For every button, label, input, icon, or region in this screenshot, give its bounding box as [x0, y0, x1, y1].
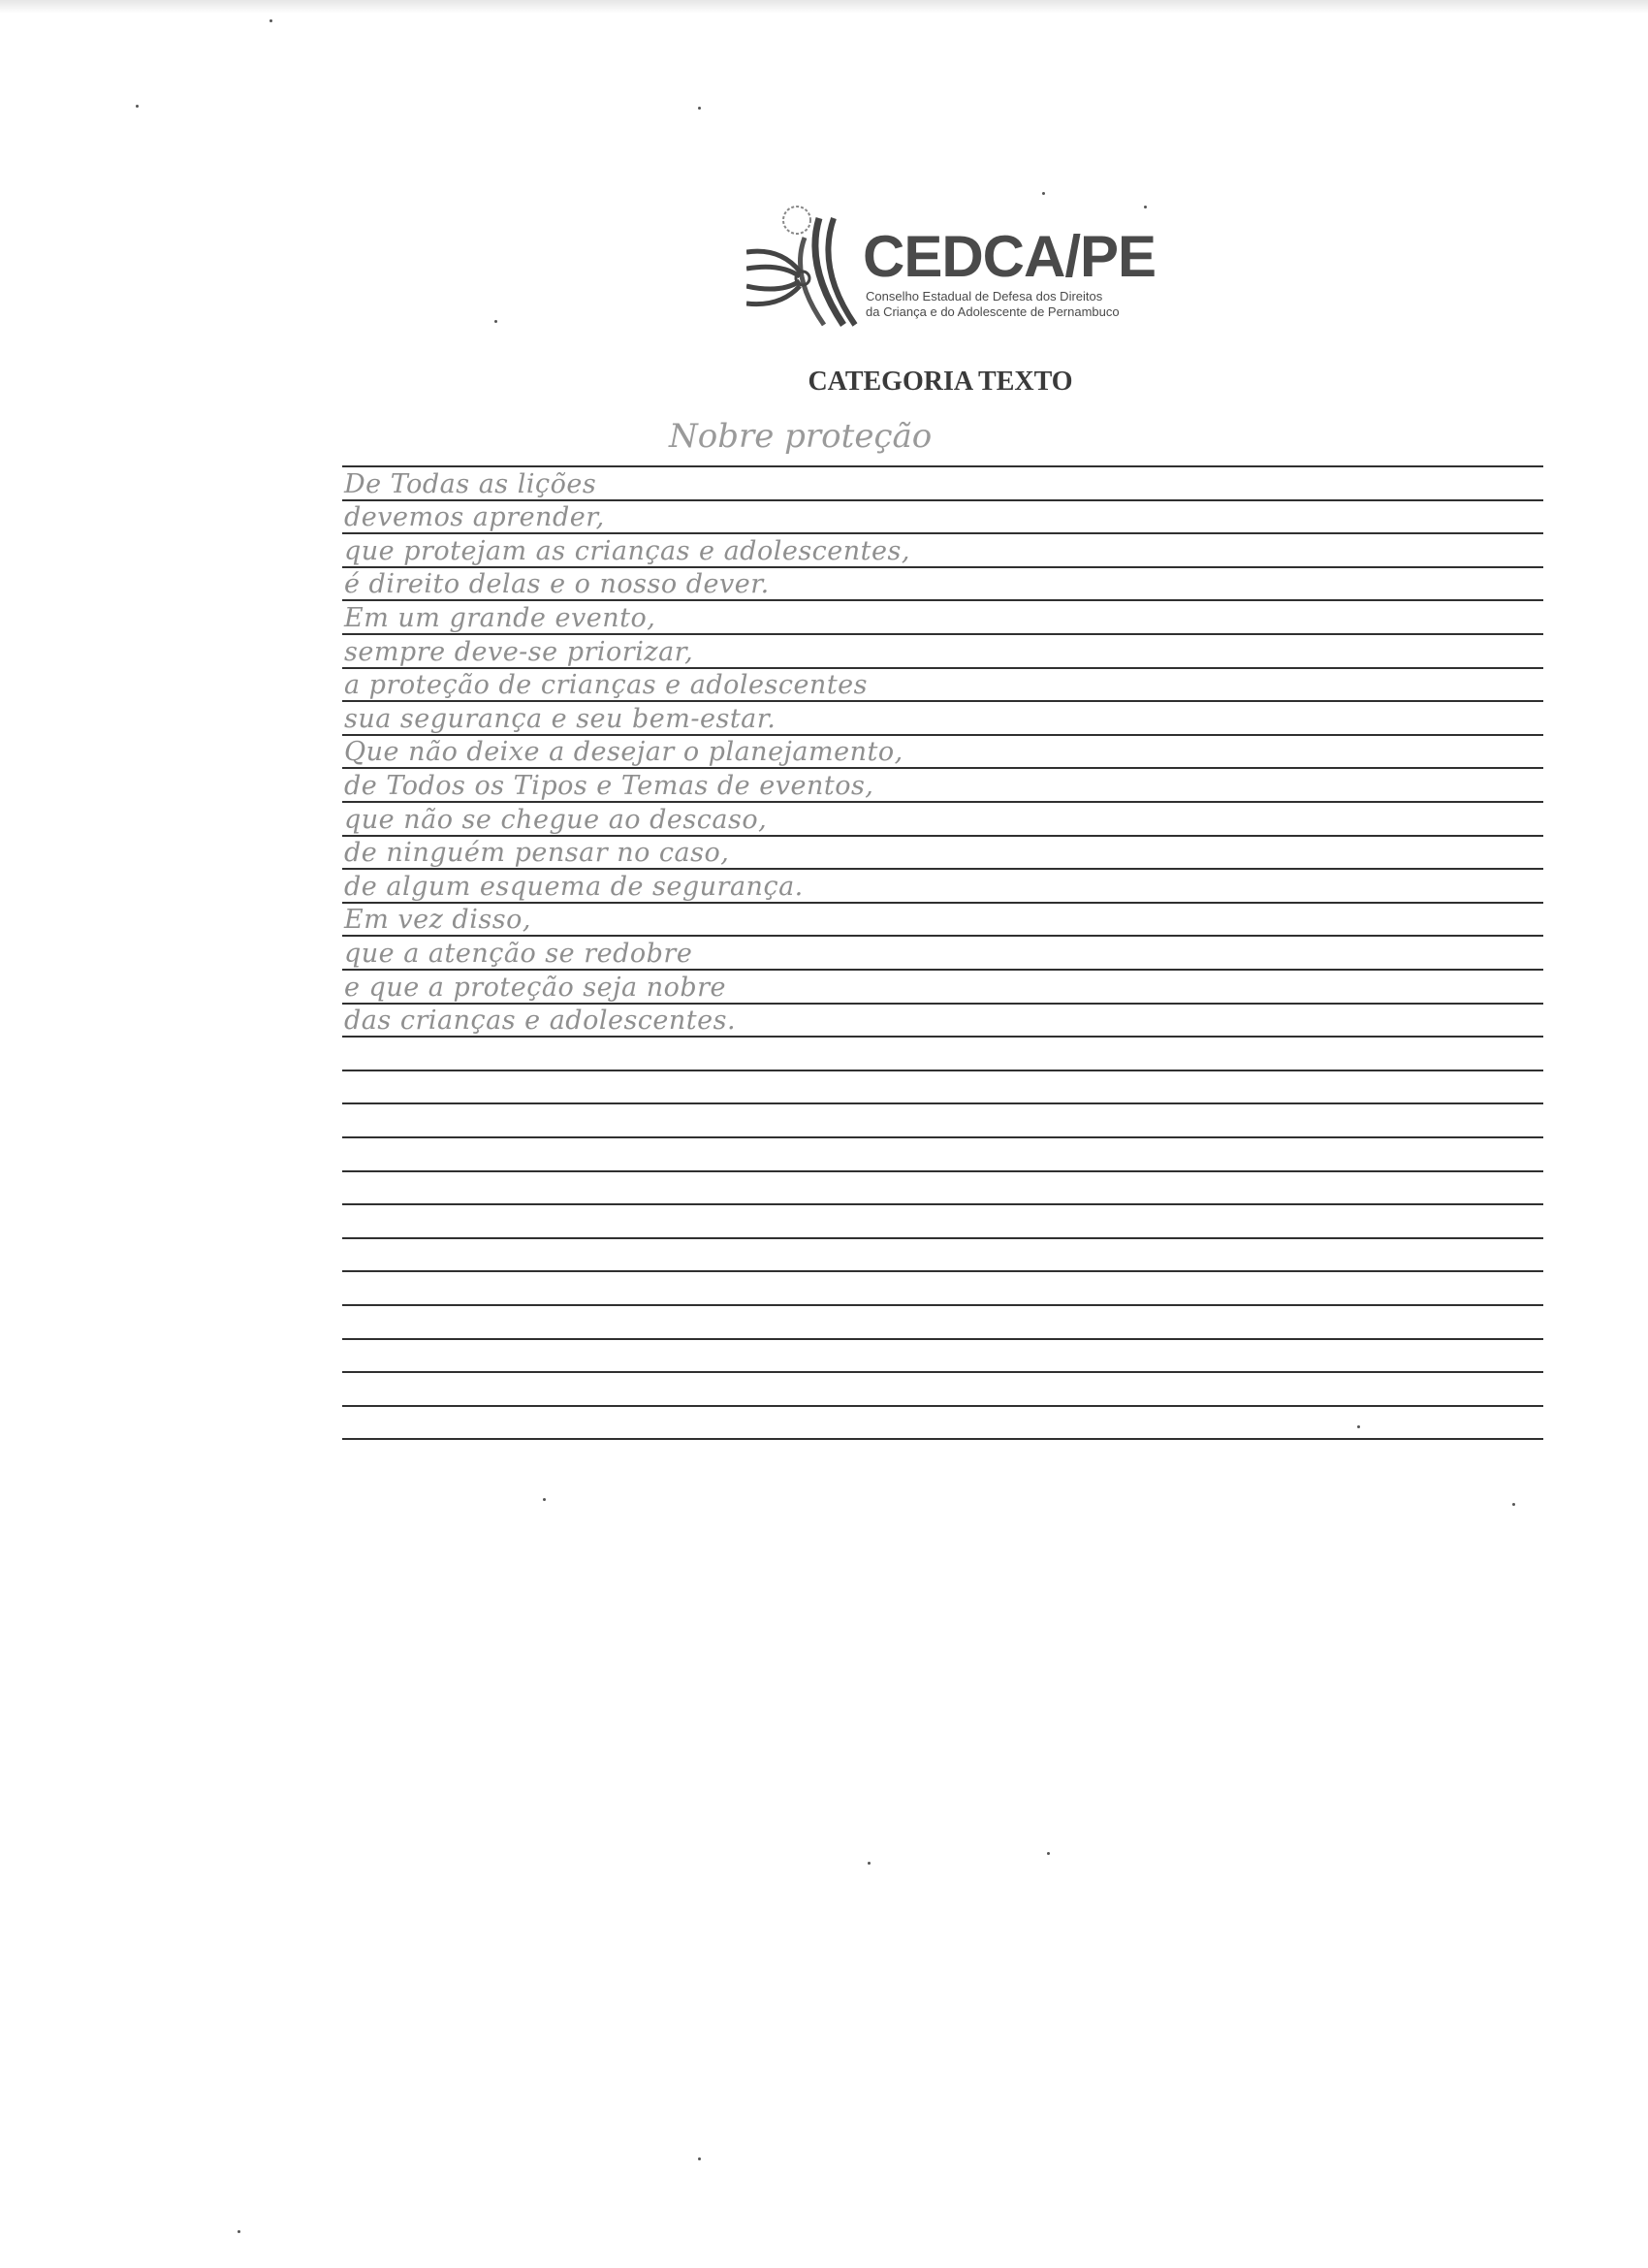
handwritten-line: de algum esquema de segurança. [344, 872, 804, 902]
ruled-line [342, 667, 1543, 669]
scan-speck [1512, 1503, 1515, 1506]
scan-speck [698, 107, 701, 110]
handwritten-line: Que não deixe a desejar o planejamento, [344, 737, 903, 767]
ruled-line [342, 532, 1543, 534]
ruled-line [342, 1270, 1543, 1272]
ruled-line [342, 1371, 1543, 1373]
handwritten-line: Em um grande evento, [344, 603, 656, 633]
scan-speck [1047, 1852, 1050, 1855]
ruled-line [342, 969, 1543, 971]
handwritten-line: Em vez disso, [344, 905, 531, 935]
logo-subtitle-line-2: da Criança e do Adolescente de Pernambuco [866, 304, 1120, 319]
handwritten-line: sua segurança e seu bem-estar. [344, 704, 776, 734]
ruled-line [342, 1304, 1543, 1306]
scan-speck [1042, 192, 1045, 195]
scan-speck [698, 2157, 701, 2160]
ruled-line [342, 499, 1543, 501]
ruled-line [342, 1237, 1543, 1239]
handwritten-line: que a atenção se redobre [344, 939, 693, 969]
ruled-line [342, 1338, 1543, 1340]
scan-speck [543, 1498, 546, 1501]
handwritten-line: que não se chegue ao descaso, [344, 805, 768, 835]
ruled-line [342, 700, 1543, 702]
ruled-line [342, 734, 1543, 736]
ruled-line [342, 1036, 1543, 1038]
logo-name: CEDCA/PE [863, 224, 1157, 289]
scan-speck [494, 320, 497, 323]
handwritten-line: de ninguém pensar no caso, [344, 838, 730, 868]
handwritten-line: devemos aprender, [344, 502, 605, 532]
ruled-line [342, 566, 1543, 568]
scan-speck [868, 1862, 871, 1865]
ruled-line [342, 835, 1543, 837]
ruled-line [342, 1405, 1543, 1407]
scan-speck [1357, 1425, 1360, 1428]
handwritten-line: sempre deve-se priorizar, [344, 637, 694, 667]
handwritten-line: De Todas as lições [344, 469, 597, 499]
scan-speck [269, 19, 272, 22]
ruled-line [342, 1003, 1543, 1005]
ruled-line [342, 1136, 1543, 1138]
scan-speck [136, 105, 139, 108]
ruled-line [342, 935, 1543, 937]
ruled-line [342, 801, 1543, 803]
handwritten-line: a proteção de crianças e adolescentes [344, 670, 869, 700]
ruled-line [342, 1070, 1543, 1071]
ruled-line [342, 767, 1543, 769]
ruled-line [342, 1203, 1543, 1205]
handwritten-line: das crianças e adolescentes. [344, 1006, 737, 1036]
handwritten-line: é direito delas e o nosso dever. [344, 569, 770, 599]
handwritten-title: Nobre proteção [669, 417, 933, 456]
ruled-line [342, 868, 1543, 870]
scan-speck [238, 2230, 240, 2233]
handwritten-line: que protejam as crianças e adolescentes, [344, 536, 910, 566]
ruled-line [342, 465, 1543, 467]
category-title: CATEGORIA TEXTO [808, 367, 1073, 397]
ruled-line [342, 902, 1543, 904]
ruled-line [342, 1170, 1543, 1172]
ruled-line [342, 599, 1543, 601]
ruled-line [342, 1438, 1543, 1440]
handwritten-line: de Todos os Tipos e Temas de eventos, [344, 771, 874, 801]
logo-subtitle-line-1: Conselho Estadual de Defesa dos Direitos [866, 289, 1103, 303]
ruled-line [342, 1102, 1543, 1104]
ruled-line [342, 633, 1543, 635]
scan-speck [1144, 206, 1147, 208]
handwritten-line: e que a proteção seja nobre [344, 973, 727, 1003]
